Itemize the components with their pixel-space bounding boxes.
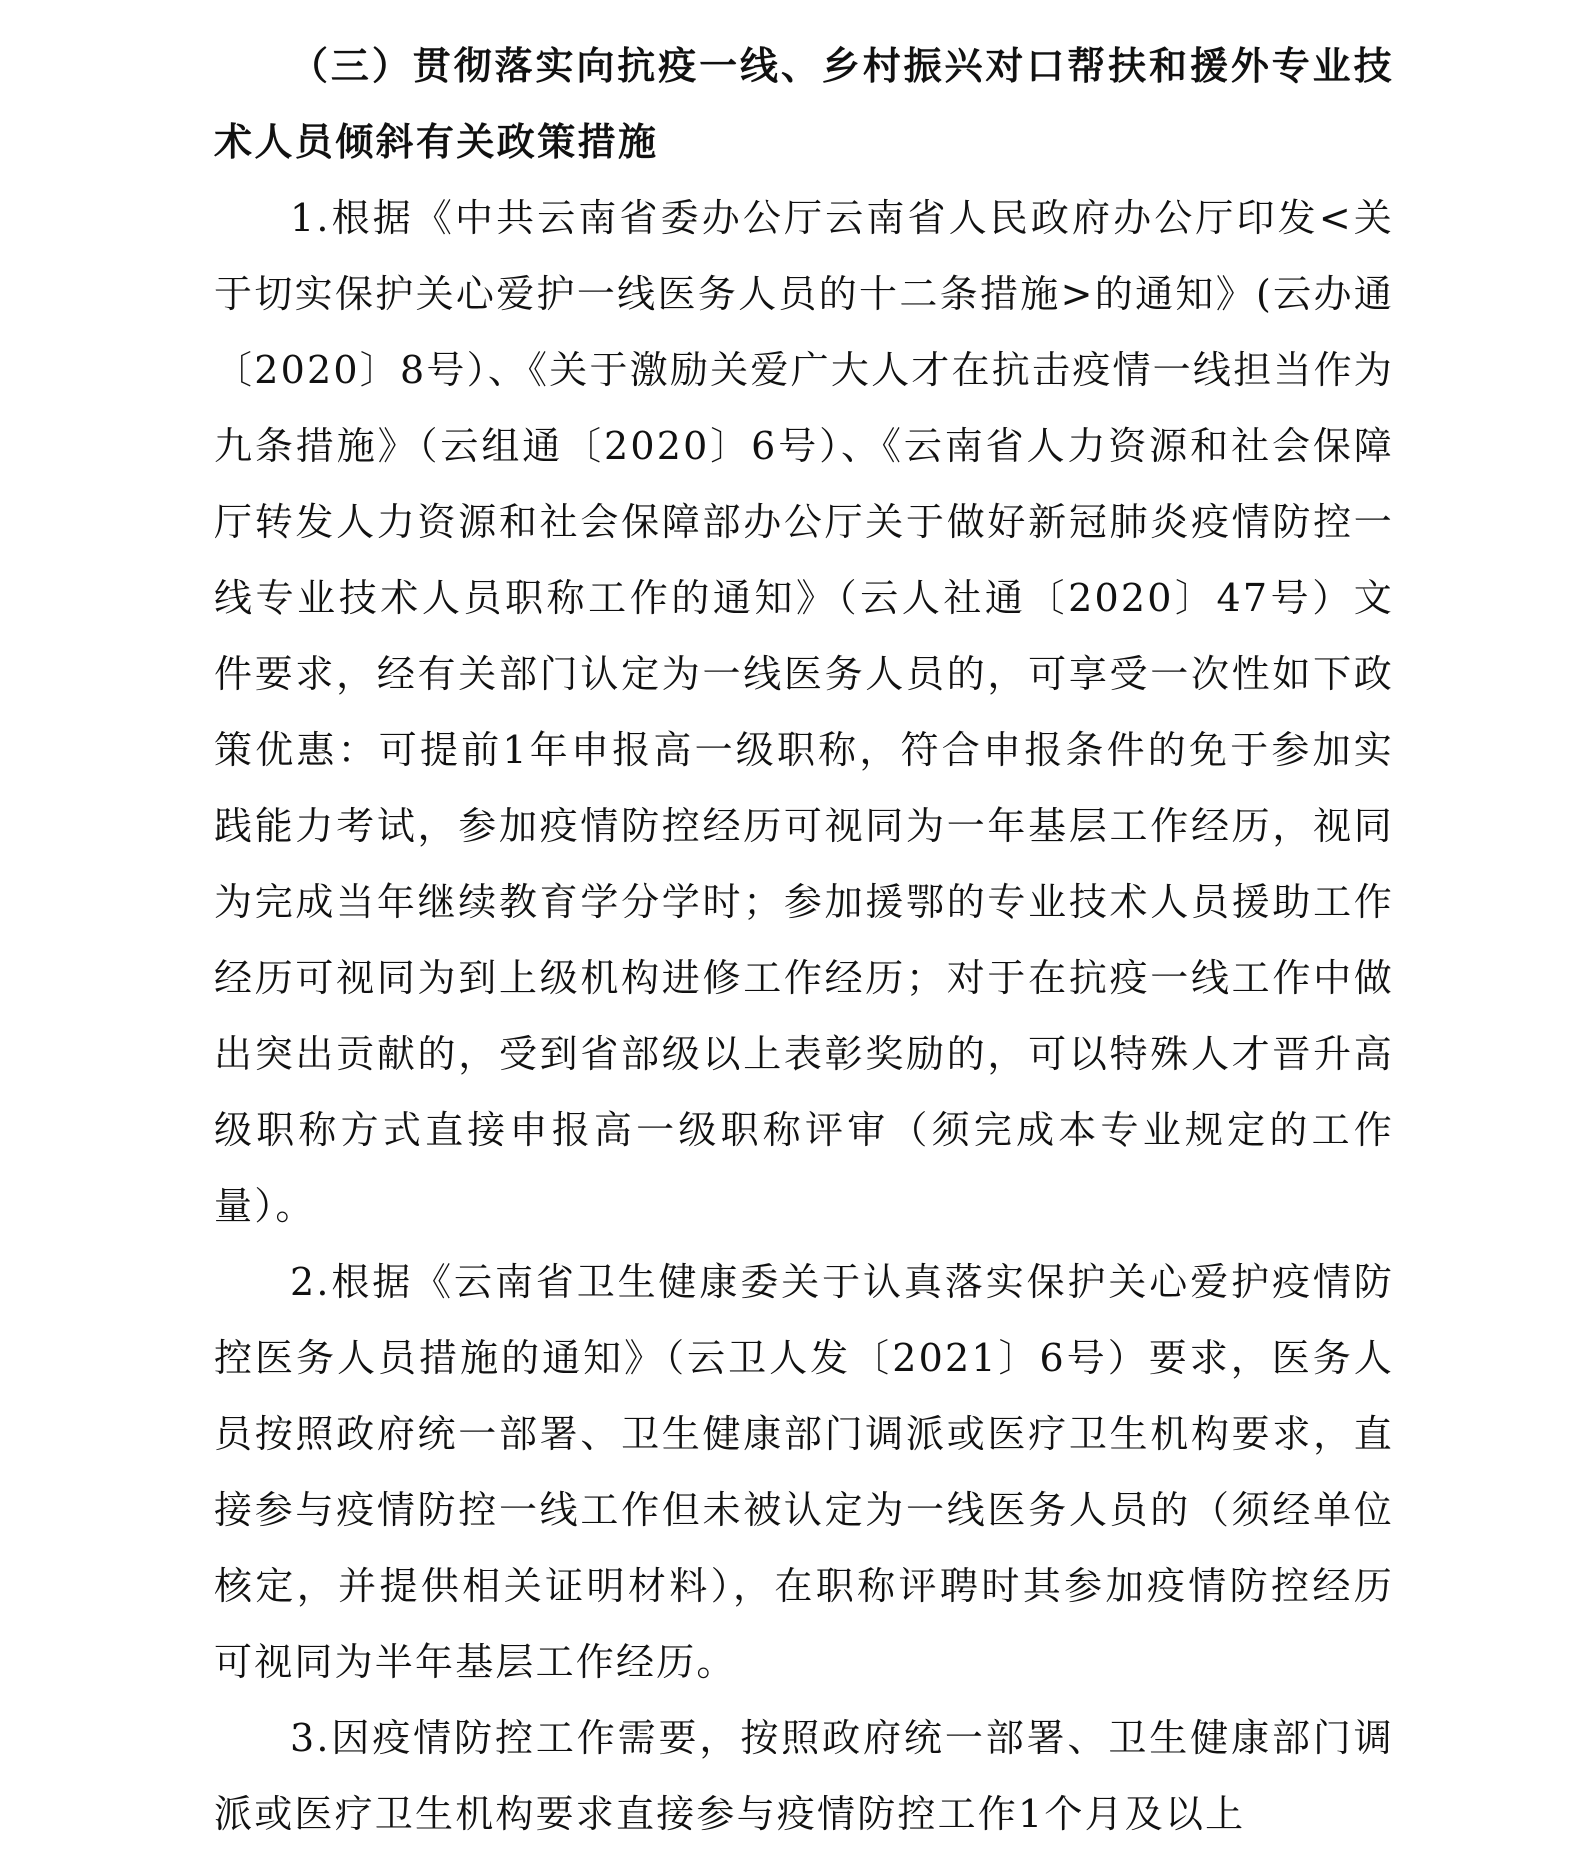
paragraph-3: 3.因疫情防控工作需要，按照政府统一部署、卫生健康部门调派或医疗卫生机构要求直接参与疫情防控工作1个月及以上 <box>214 1716 1394 1836</box>
paragraph-1: 1.根据《中共云南省委办公厅云南省人民政府办公厅印发<关于切实保护关心爱护一线医务人员的十二条措施>的通知》(云办通〔2020〕8号）、《关于激励关爱广大人才在抗击疫情一线担当作为九条措施》（云组通〔2020〕6号）、《云南省人力资源和社会保障厅转发人力资源和社会保障部办公厅关于做好新冠肺炎疫情防控一线专业技术人员职称工作的通知》（云人社通〔2020〕47号）文件要求，经有关部门认定为一线医务人员的，可享受一次性如下政策优惠：可提前1年申报高一级职称，符合申报条件的免于参加实践能力考试，参加疫情防控经历可视同为一年基层工作经历，视同为完成当年继续教育学分学时；参加援鄂的专业技术人员援助工作经历可视同为到上级机构进修工作经历；对于在抗疫一线工作中做出突出贡献的，受到省部级以上表彰奖励的，可以特殊人才晋升高级职称方式直接申报高一级职称评审（须完成本专业规定的工作量）。 <box>214 196 1394 1228</box>
document-page <box>214 28 1394 1852</box>
paragraph-2: 2.根据《云南省卫生健康委关于认真落实保护关心爱护疫情防控医务人员措施的通知》（云卫人发〔2021〕6号）要求，医务人员按照政府统一部署、卫生健康部门调派或医疗卫生机构要求，直接参与疫情防控一线工作但未被认定为一线医务人员的（须经单位核定，并提供相关证明材料），在职称评聘时其参加疫情防控经历可视同为半年基层工作经历。 <box>214 1260 1394 1684</box>
section-heading: （三）贯彻落实向抗疫一线、乡村振兴对口帮扶和援外专业技术人员倾斜有关政策措施 <box>214 44 1394 164</box>
